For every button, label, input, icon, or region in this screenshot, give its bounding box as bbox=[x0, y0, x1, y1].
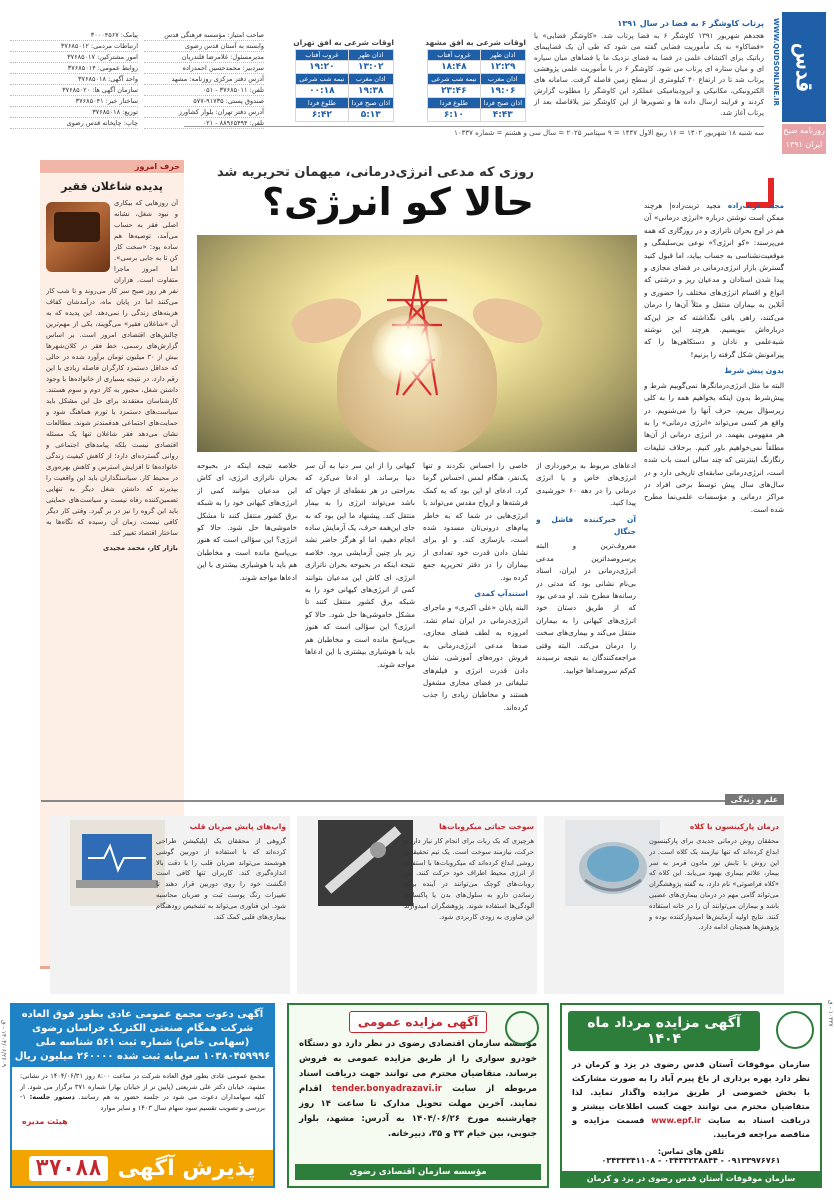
article-kicker: روزی که مدعی انرژی‌درمانی، میهمان تحریریه شد bbox=[216, 165, 534, 180]
left-margin-code: ۱۴۰۴/۰۶/۲۶۰۹ - ق bbox=[0, 1020, 7, 1067]
auction-ad-phones: ۰۹۱۳۳۹۷۶۷۶۱ - ۰۳۴۳۳۲۳۸۸۴۴ - ۰۳۴۳۴۳۴۱۱۰۸ bbox=[601, 1156, 781, 1165]
auction-ad-text: سازمان موقوفات آستان قدس رضوی در یزد و کرمان در نظر دارد بهره برداری از باغ پیرم آباد را به صورت مشارکت با بخش خصوصی از طریق مزایده واگذار نماید. لذا متقاضیان محترم می توانند جهت کسب اطلاعات بیشتر و دریافت اسناد به سایت bbox=[572, 1059, 810, 1125]
article-paragraph: خاصی را احساس نکردند و تنها یک‌نفر، هنگام لمس احساس گرما کرد. ادعای او این بود که به کمک فرشته‌ها و ارواح مقدس می‌تواند با انرژی‌هایی در شما که به خاطر پیام‌های درونی‌تان مسدود شده است، بازسازی کند. و او برای نشان دادن قدرت خود تعدادی از بیماران را در دفتر تحریریه جمع کرده بود. bbox=[423, 461, 528, 582]
science-item-3-title[interactable]: واپ‌های پایش ضربان قلب bbox=[189, 822, 286, 831]
prayer-label: اذان مغرب bbox=[348, 74, 393, 85]
science-item-3-text: گروهی از محققان یک اپلیکیشن طراحی کرده‌اند که با استفاده از دوربین گوشی هوشمند می‌تواند ضربان قلب را با دقت بالا اندازه‌گیری کند. کاربران تنها کافی است انگشت خود را روی دوربین قرار دهند تا تغییرات رنگ پوست ثبت و ضربان محاسبه شود. این فناوری می‌تواند به تشخیص زودهنگام بیماری‌های قلبی کمک کند. bbox=[156, 837, 286, 921]
photo-light-glow bbox=[372, 315, 442, 385]
auction-ad-url[interactable]: www.epf.ir bbox=[651, 1115, 701, 1125]
auction-ad-footer: سازمان موقوفات آستان قدس رضوی در یزد و کرمان bbox=[562, 1171, 820, 1186]
article-column-1 bbox=[644, 200, 784, 795]
article-byline: مجید تربت‌زاده bbox=[727, 201, 784, 210]
prayer-value: ۱۹:۳۸ bbox=[348, 85, 393, 98]
public-auction-text-end: اقدام نمایند. آخرین مهلت تحویل مدارک تا ساعت ۱۴ روز چهارشنبه مورخ ۱۴۰۴/۰۶/۲۶ به آدرس: مشهد، بلوار جنوبی، بین خیام ۳۳ و ۳۵، دبیرخانه. bbox=[299, 1084, 538, 1139]
public-auction-site[interactable]: tender.bonyadrazavi.ir bbox=[332, 1084, 442, 1094]
publisher-line: وابسته به آستان قدس رضوی bbox=[144, 41, 264, 52]
tagline-text: روزنامه صبح ایران ۱۳۹۱ bbox=[783, 126, 825, 149]
heart-rate-laptop-image bbox=[70, 820, 165, 906]
prayer-label: غروب آفتاب bbox=[296, 50, 348, 61]
ad-acceptance-label: پذیرش آگهی bbox=[117, 1155, 256, 1181]
service-line: سازمان آگهی ها: ۳۷۶۸۵۰۲۰ bbox=[10, 85, 138, 96]
public-auction-title: آگهی مزایده عمومی bbox=[349, 1011, 487, 1033]
parkinson-helmet-image bbox=[565, 820, 660, 906]
public-auction-text: مؤسسه سازمان اقتصادی رضوی در نظر دارد دو دستگاه خودرو سواری را از طریق مزایده عمومی به فروش برساند. متقاضیان محترم می توانند جهت دریافت اسناد مربوطه از سایت bbox=[299, 1039, 537, 1094]
prayer-label: طلوع فردا bbox=[296, 98, 348, 109]
service-line: ارتباطات مردمی: ۳۷۶۸۵۰۱۲ bbox=[10, 41, 138, 52]
publisher-line: آدرس دفتر تهران: بلوار کشاورز bbox=[144, 107, 264, 118]
science-item-2-title[interactable]: سوخت حیاتی میکروبات‌ها bbox=[439, 822, 534, 831]
general-assembly-ad[interactable] bbox=[10, 1003, 275, 1188]
service-line: توزیع: ۳۷۶۸۵۰۱۸ bbox=[10, 107, 138, 118]
service-line: ساختار خبر: ۳۷۶۸۵۰۴۱ bbox=[10, 96, 138, 107]
tagline-badge bbox=[782, 124, 826, 154]
article-subheading: بدون پیش شرط bbox=[724, 366, 784, 376]
prayer-value: ۶:۱۰ bbox=[428, 109, 480, 122]
publisher-line: مدیرمسئول: غلامرضا قلندریان bbox=[144, 52, 264, 63]
issue-date-line: سه شنبه ۱۸ شهریور ۱۴۰۲ = ۱۶ ربیع الاول ۱۴۴۷ = ۹ سپتامبر ۲۰۲۵ = سال سی و هشتم = شماره ۱۰۳۳۷ bbox=[184, 126, 764, 137]
science-item-1-title[interactable]: درمان پارکینسون با کلاه bbox=[689, 822, 779, 831]
publisher-line: تلفن: ۸۸۹۶۵۴۹۴ - ۰۲۱ bbox=[144, 118, 264, 129]
auction-ad-phones-label: تلفن های تماس: bbox=[657, 1147, 725, 1156]
history-today-box bbox=[534, 18, 764, 119]
article-paragraph: مجید تربت‌زاده| هرچند ممکن است نوشتن درباره «انرژی درمانی» آن هم در اوج بحران ناترازی و در روزگاری که همه می‌پرسند: «کو انرژی؟» نوعی بی‌سلیقگی و موقعیت‌نشناسی به حساب بیاید، اما قبول کنید گسترش بازار انرژی‌درمانی در فضای مجازی و پیدا شدن استادان و مدعیان ریز و درشتی که انواع و اقسام انرژی‌های مختلف را حضوری و آنلاین به بیماران منتقل و مثلاً آن‌ها را درمان می‌کنند، راهی باقی نگذاشته که جز این‌که درباره‌اش بنویسیم. هرچند این نوشته شبه‌علمی و نادان و دستکاهی‌ها را که پیرامونش شکل گرفته را بزنیم! bbox=[644, 201, 784, 359]
article-column-5 bbox=[197, 460, 297, 790]
article-paragraph: خلاصه نتیجه اینکه در بحبوحه بحران ناترازی انرژی، ای کاش این مدعیان بتوانند کمی از انرژی‌های کیهانی خود را به شبکه برق کشور منتقل کنند تا مشکل خاموشی‌ها حل شود. حالا کو انرژی؟ این سؤالی است که هنوز بی‌پاسخ مانده است و مخاطبان هم باید با هوشیاری بیشتری با این ادعاها مواجه شوند. bbox=[197, 461, 297, 582]
astan-quds-emblem-icon bbox=[776, 1011, 814, 1049]
article-paragraph: ادعاهای مربوط به برخورداری از انرژی‌های خاص و یا انرژی درمانی را در دهه ۶۰ خورشیدی پیدا کنید. bbox=[536, 461, 636, 508]
history-today-headline: پرتاب کاوشگر ۶ به فضا در سال ۱۳۹۱ bbox=[617, 19, 764, 28]
prayer-label: اذان مغرب bbox=[480, 74, 525, 85]
ad-acceptance-number: ۳۷۰۸۸ bbox=[29, 1156, 107, 1181]
article-subheading: آن خبرکننده فاشل و جنگال bbox=[536, 514, 636, 537]
article-photo bbox=[197, 235, 637, 452]
article-subheading: استندآپ کمدی bbox=[474, 589, 528, 599]
assembly-agenda-label: دستور جلسه: bbox=[29, 1093, 75, 1101]
article-title[interactable]: حالا کو انرژی؟ bbox=[261, 180, 534, 224]
razavi-economic-emblem-icon bbox=[505, 1011, 539, 1045]
logo-text: قدس bbox=[791, 42, 817, 92]
science-item-2-text: هرچیزی که یک ربات برای انجام کار نیاز دارد و حرکت، نیازمند سوخت است. یک تیم تحقیقاتی روشی ابداع کرده‌اند که میکروبات‌ها با استفاده از انرژی محیط اطراف خود حرکت کنند. این روبات‌های کوچک می‌توانند در آینده برای رساندن دارو به سلول‌های بدن یا پاکسازی آلودگی‌ها استفاده شوند. پژوهشگران امیدوارند این فناوری به زودی کاربردی شود. bbox=[404, 837, 534, 921]
publisher-line: صندوق پستی: ۹۱۷۳۵-۵۷۷ bbox=[144, 96, 264, 107]
prayer-label: اذان صبح فردا bbox=[348, 98, 393, 109]
article-column-3 bbox=[423, 460, 528, 790]
services-info bbox=[10, 30, 138, 129]
service-line: چاپ: چاپخانه قدس رضوی bbox=[10, 118, 138, 129]
auction-ad-text-end: قسمت مزایده و مناقصه مراجعه فرمایید. bbox=[572, 1115, 810, 1139]
prayer-mashhad-table bbox=[427, 49, 526, 122]
prayer-times-tehran bbox=[293, 38, 394, 122]
sidebar-paragraph: آن روزهایی که بیکاری و نبود شغل، نشانه اصلی فقر به حساب می‌آمد، توصیه‌ها هم ساده بود: «سخت کار کن تا به جایی برسی». اما امروز ماجرا متفاوت است. هزاران نفر هر روز صبح سر کار می‌روند و تا شب کار می‌کنند اما در پایان ماه، درآمدشان کفاف هزینه‌های زندگی را نمی‌دهد. این پدیده که به آن «شاغلان فقیر» می‌گویند، یکی از مهم‌ترین چالش‌های اقتصادی امروز است. بر اساس گزارش‌های رسمی، خط فقر در کلان‌شهرها بیش از ۳۰ میلیون تومان برآورد شده در حالی که حداقل دستمزد کارگران فاصله زیادی با این رقم دارد. در نتیجه بسیاری از خانواده‌ها با وجود داشتن شغل، مجبور به کار دوم و سوم هستند. کارشناسان معتقدند برای حل این مشکل باید سیاست‌های دستمزد با تورم هماهنگ شود و حمایت‌های اجتماعی هدفمندتر شوند. مطالعات نشان می‌دهد فقر شاغلان تنها یک مسئله اقتصادی نیست بلکه پیامدهای اجتماعی و روانی گسترده‌ای دارد؛ از کاهش کیفیت زندگی خانواده‌ها تا افزایش استرس و کاهش بهره‌وری در محیط کار. سیاستگذاران باید این واقعیت را بپذیرند که داشتن شغل دیگر به تنهایی تضمین‌کننده رفاه نیست و سیاست‌های حمایتی باید این گروه را نیز در بر گیرد. وقتی کار دیگر کافی نیست، زمان آن رسیده که نگاه‌ها به ساختار اقتصاد تغییر کند. bbox=[46, 199, 178, 537]
prayer-label: نیمه شب شرعی bbox=[428, 74, 480, 85]
article-paragraph: خلاصه نتیجه اینکه در بحبوحه بحران ناترازی انرژی، ای کاش این مدعیان بتوانند کمی از انرژی‌های کیهانی خود را به شبکه برق کشور منتقل کنند تا مشکل خاموشی‌ها حل شود. حالا کو انرژی؟ این سؤالی است که هنوز بی‌پاسخ مانده است و مخاطبان هم باید با هوشیاری بیشتری با این ادعاها مواجه شوند. bbox=[305, 547, 415, 669]
prayer-value: ۱۲:۲۹ bbox=[480, 61, 525, 74]
public-auction-footer: مؤسسه سازمان اقتصادی رضوی bbox=[295, 1164, 541, 1180]
site-url[interactable]: WWW.QUDSONLINE.IR bbox=[772, 18, 780, 106]
service-line: روابط عمومی: ۳۷۶۸۵۰۱۴ bbox=[10, 63, 138, 74]
right-margin-code: ۱۰۳۳۷ - ق bbox=[827, 1000, 834, 1027]
publisher-line: آدرس دفتر مرکزی روزنامه: مشهد bbox=[144, 74, 264, 85]
prayer-tehran-table bbox=[295, 49, 394, 122]
prayer-value: ۱۸:۴۸ bbox=[428, 61, 480, 74]
auction-ad-august[interactable] bbox=[560, 1003, 822, 1188]
article-paragraph: البته پایان «علی اکبری» و ماجرای انرژی‌درمانی در ایران تمام نشد. امروزه به لطف فضای مجازی، صدها مدعی انرژی‌درمانی به فروش دوره‌های آموزشی، نشان دادن قدرت انرژی و فیلم‌های تبلیغاتی در فضای مجازی مشغول هستند و مخاطبان زیادی را جذب کرده‌اند. bbox=[423, 603, 528, 712]
sidebar-author: بازار کار، محمد مجیدی bbox=[103, 544, 178, 552]
prayer-value: ۰۰:۱۸ bbox=[296, 85, 348, 98]
article-column-4 bbox=[305, 460, 415, 790]
science-section-header bbox=[41, 795, 784, 812]
prayer-value: ۵:۱۳ bbox=[348, 109, 393, 122]
sidebar-title[interactable]: پدیده شاغلان فقیر bbox=[61, 180, 163, 193]
history-today-text: هجدهم شهریور ۱۳۹۱ کاوشگر ۶ به فضا پرتاب شد. «کاوشگر فضایی» یا «فضاکاو» به یک مأموریت فضایی گفته می شود که طی آن یک فضاپیمای رباتیک برای اکتشاف علمی در فضا به فضای نزدیک ما یا فضاهای میان سیاره ای و میان ستاره ای پرتاب می شود. کاوشگر ۶ در با مأموریت علمی پژوهشی پرتاب شد تا در ارتفاع ۴۰ کیلومتری از سطح زمین فاصله گرفت. سامانه های الکترونیکی، مکانیکی و ایرودینامیکی عملکرد این کاوشگر را مطلوب گزارش کردند و فرایند ارسال داده ها و تصویرها از این کاوشگر نیز بلافاصله بعد از پرتاب آغاز شد. bbox=[534, 32, 764, 117]
prayer-value: ۲۳:۴۶ bbox=[428, 85, 480, 98]
service-line: امور مشترکین: ۳۷۶۸۵۰۱۷ bbox=[10, 52, 138, 63]
publisher-info bbox=[144, 30, 264, 129]
assembly-agenda: ۱- بررسی و تصویب تقسیم سود سهام سال ۱۴۰۳ و سایر موارد bbox=[20, 1093, 265, 1112]
article-paragraph: کیهانی را از این سر دنیا به آن سر دنیا برساند. او ادعا می‌کرد که به‌راحتی در هر نقطه‌ای از جهان که باشد می‌تواند انرژی را به بیمار منتقل کند. پیشنهاد ما این بود که به جای این‌همه حرف، یک آزمایش ساده انجام دهیم، اما او هرگز حاضر نشد زیر بار چنین آزمایشی برود. bbox=[305, 461, 415, 557]
prayer-label: اذان ظهر bbox=[480, 50, 525, 61]
prayer-label: اذان ظهر bbox=[348, 50, 393, 61]
prayer-value: ۱۳:۰۲ bbox=[348, 61, 393, 74]
prayer-label: طلوع فردا bbox=[428, 98, 480, 109]
assembly-ad-body bbox=[12, 1067, 273, 1117]
prayer-value: ۱۹:۰۶ bbox=[480, 85, 525, 98]
assembly-ad-signature: هیئت مدیره bbox=[22, 1117, 68, 1126]
prayer-times-mashhad bbox=[425, 38, 526, 122]
empty-wallet-image bbox=[46, 202, 110, 272]
public-auction-body bbox=[289, 1033, 547, 1146]
prayer-value: ۴:۴۳ bbox=[480, 109, 525, 122]
assembly-ad-text: مجمع عمومی عادی بطور فوق العاده شرکت در ساعت ۸:۰۰ روز ۱۴۰۴/۰۶/۳۱ در نشانی: مشهد، خیابان دکتر علی شریعتی (پایین تر از خیابان بهار) شماره ۳۷۱ برگزار می شود. از کلیه سهامداران دعوت می شود در جلسه حضور به هم رسانند. bbox=[20, 1072, 266, 1101]
prayer-value: ۶:۴۲ bbox=[296, 109, 348, 122]
prayer-label: غروب آفتاب bbox=[428, 50, 480, 61]
auction-ad-title: آگهی مزایده مرداد ماه ۱۴۰۴ bbox=[568, 1011, 760, 1051]
sidebar-section-label: حرف امروز bbox=[40, 160, 184, 173]
prayer-label: نیمه شب شرعی bbox=[296, 74, 348, 85]
public-auction-ad[interactable] bbox=[287, 1003, 549, 1188]
prayer-label: اذان صبح فردا bbox=[480, 98, 525, 109]
service-line: واحد آگهی: ۳۷۶۸۵۰۱۸ bbox=[10, 74, 138, 85]
science-section-label: علم و زندگی bbox=[725, 794, 784, 805]
assembly-ad-title: آگهی دعوت مجمع عمومی عادی بطور فوق العاده شرکت همگام صنعتی الکتریک خراسان رضوی (سهامی خاص) شماره ثبت ۵۶۱ شناسه ملی ۱۰۳۸۰۴۵۹۹۹۶ سرمایه ثبت شده ۲۶۰۰۰۰ میلیون ریال bbox=[12, 1005, 273, 1067]
article-paragraph: البته ما مثل انرژی‌درمانگرها نمی‌گوییم شرط و پیش‌شرط بدون اینکه بخواهیم همه را به کلی زیرسؤال ببریم، حرف آنها را می‌شنویم. در واقع هر کسی می‌تواند «انرژی درمانی» را به هر مفهومی بفهمد. در انرژی درمانی از آن‌ها مطلقاً نمی‌خواهیم باور کنیم. برخلاف تبلیغات رنگارنگ اینترنتی که چند سالی است باب شده است، انرژی‌درمانی سابقه‌ای تاریخی دارد و در سال‌های سال پیش توسط برخی افراد در مراکز درمانی و مؤسسات علمی‌نما مطرح شده است. bbox=[644, 380, 784, 514]
prayer-value: ۱۹:۲۰ bbox=[296, 61, 348, 74]
newspaper-logo[interactable] bbox=[782, 12, 826, 122]
science-item-1-text: محققان روش درمانی جدیدی برای پارکینسون ابداع کرده‌اند که تنها نیازمند یک کلاه است. در این روش با تابش نور مادون قرمز به سر بیمار، علائم بیماری بهبود می‌یابد. این کلاه که «کلاه فراصوتی» نام دارد، به گفته پژوهشگران می‌تواند گامی مهم در درمان بیماری‌های عصبی باشد و بیماران می‌توانند آن را در خانه استفاده کنند. نتایج اولیه آزمایش‌ها امیدوارکننده بوده و پژوهش‌ها همچنان ادامه دارد. bbox=[649, 837, 779, 932]
publisher-line: سردبیر: محمدحسین احمدزاده bbox=[144, 63, 264, 74]
article-column-2 bbox=[536, 460, 636, 790]
service-line: پیامک: ۳۰۰۰۴۵۶۷ bbox=[10, 30, 138, 41]
microrobot-image bbox=[318, 820, 413, 906]
publisher-line: تلفن: ۳۷۶۸۵۰۱۱ - ۰۵۱ bbox=[144, 85, 264, 96]
auction-ad-body bbox=[562, 1051, 820, 1147]
publisher-line: صاحب امتیاز: مؤسسه فرهنگی قدس bbox=[144, 30, 264, 41]
prayer-tehran-title: اوقات شرعی به افق تهران bbox=[293, 38, 394, 47]
prayer-mashhad-title: اوقات شرعی به افق مشهد bbox=[425, 38, 526, 47]
ad-acceptance-banner[interactable] bbox=[12, 1150, 273, 1186]
article-paragraph: معروف‌ترین و البته پرسروصداترین مدعی انرژی‌درمانی در ایران، استاد بی‌نام نشانی بود که مدتی در رسانه‌ها مطرح شد. او مدعی بود که از طریق دستان خود انرژی‌های کیهانی را به بیماران منتقل می‌کند و بیماری‌های سخت را درمان می‌کند. البته وقتی مراجعه‌کنندگان به نتیجه نرسیدند کم‌کم سروصداها خوابید. bbox=[536, 541, 636, 675]
